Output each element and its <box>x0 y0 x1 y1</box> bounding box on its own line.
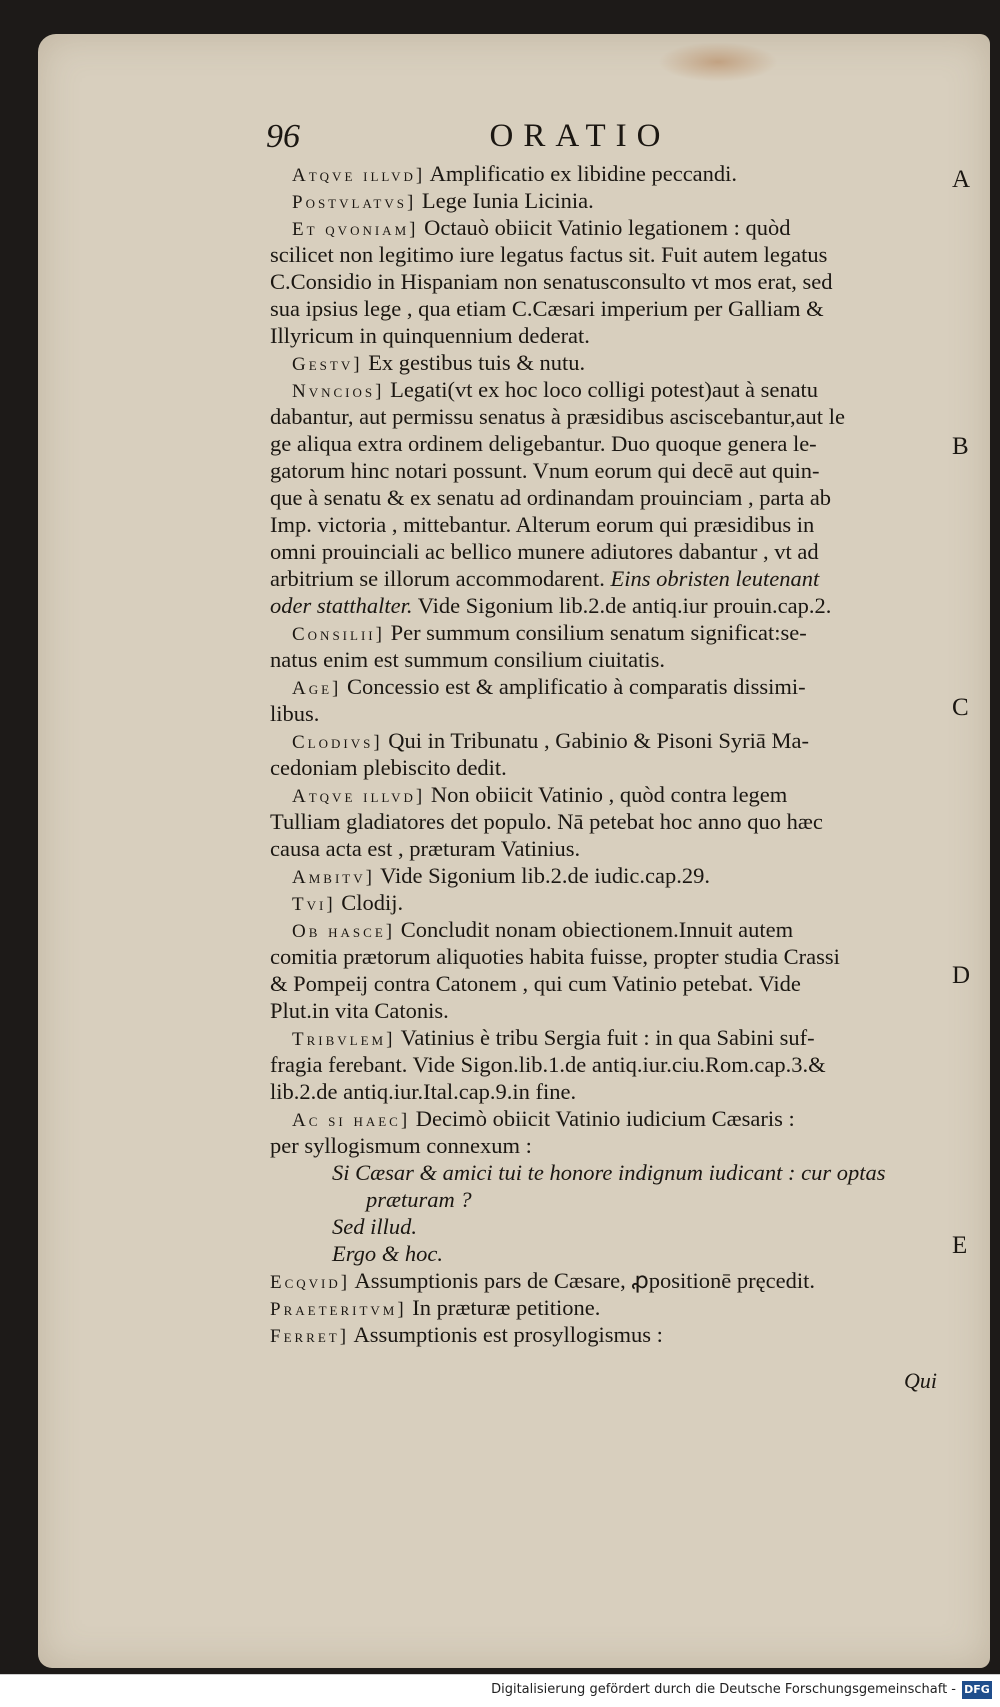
text-line <box>270 700 945 727</box>
text-line <box>270 592 945 619</box>
line-text: per syllogismum connexum : <box>270 1133 532 1158</box>
text-line <box>270 511 945 538</box>
line-text: libus. <box>270 701 320 726</box>
line-text: Octauò obiicit Vatinio legationem : quòd <box>418 215 791 240</box>
text-line <box>270 160 945 187</box>
line-text: Concludit nonam obiectionem.Innuit autem <box>395 917 794 942</box>
line-text: que à senatu & ex senatu ad ordinandam prouinciam , parta ab <box>270 485 832 510</box>
line-text: In præturæ petitione. <box>406 1295 601 1320</box>
line-text: Legati(vt ex hoc loco colligi potest)aut à senatu <box>384 377 819 402</box>
text-line <box>270 1159 945 1186</box>
italic-text: præturam ? <box>366 1187 472 1212</box>
text-line <box>270 619 945 646</box>
lemma: Tvi] <box>292 894 336 915</box>
text-line <box>270 349 945 376</box>
text-line <box>270 565 945 592</box>
footer-credit: Digitalisierung gefördert durch die Deutsche Forschungsgemeinschaft - <box>491 1682 956 1697</box>
line-text: omni prouinciali ac bellico munere adiutores dabantur , vt ad <box>270 539 819 564</box>
line-text: Plut.in vita Catonis. <box>270 998 449 1023</box>
line-text: Assumptionis est prosyllogismus : <box>349 1322 663 1347</box>
text-line <box>270 1213 945 1240</box>
lemma: Age] <box>292 678 342 699</box>
line-text: Ex gestibus tuis & nutu. <box>362 350 586 375</box>
text-line <box>270 673 945 700</box>
line-text: Illyricum in quinquennium dederat. <box>270 323 590 348</box>
italic-text: Sed illud. <box>332 1214 417 1239</box>
text-line <box>270 862 945 889</box>
lemma: Consilii] <box>292 624 385 645</box>
text-line <box>270 1078 945 1105</box>
lemma: Atqve illvd] <box>292 786 426 807</box>
line-text: gatorum hinc notari possunt. Vnum eorum qui decē aut quin- <box>270 458 820 483</box>
text-line <box>270 403 945 430</box>
text-line <box>270 970 945 997</box>
text-line <box>270 241 945 268</box>
italic-text: Si Cæsar & amici tui te honore indignum iudicant : cur optas <box>332 1160 886 1185</box>
text-line <box>270 1186 945 1213</box>
line-text: cedoniam plebiscito dedit. <box>270 755 507 780</box>
text-line <box>270 1240 945 1267</box>
line-text: dabantur, aut permissu senatus à præsidibus asciscebantur,aut le <box>270 404 845 429</box>
margin-letter-d: D <box>952 962 971 989</box>
dfg-logo-icon: DFG <box>962 1681 992 1699</box>
text-line <box>270 538 945 565</box>
line-text: Concessio est & amplificatio à comparatis dissimi- <box>341 674 806 699</box>
line-text: scilicet non legitimo iure legatus factus sit. Fuit autem legatus <box>270 242 828 267</box>
text-line <box>270 889 945 916</box>
line-text: Vatinius è tribu Sergia fuit : in qua Sabini suf- <box>395 1025 815 1050</box>
lemma: Ac si haec] <box>292 1110 411 1131</box>
line-text: Lege Iunia Licinia. <box>416 188 594 213</box>
line-text: fragia ferebant. Vide Sigon.lib.1.de antiq.iur.ciu.Rom.cap.3.& <box>270 1052 826 1077</box>
line-text: natus enim est summum consilium ciuitatis. <box>270 647 665 672</box>
line-text: Clodij. <box>335 890 404 915</box>
text-line <box>270 997 945 1024</box>
text-line <box>270 808 945 835</box>
text-line <box>270 268 945 295</box>
text-line <box>270 322 945 349</box>
line-text: Qui in Tribunatu , Gabinio & Pisoni Syriā Ma- <box>382 728 809 753</box>
line-text: Decimò obiicit Vatinio iudicium Cæsaris : <box>410 1106 795 1131</box>
lemma: Et qvoniam] <box>292 219 419 240</box>
lemma: Gestv] <box>292 354 363 375</box>
text-line <box>270 430 945 457</box>
text-line <box>270 1267 945 1294</box>
page-number: 96 <box>266 118 300 155</box>
text-line <box>270 457 945 484</box>
footer-bar <box>0 1674 1000 1707</box>
line-text: Vide Sigonium lib.2.de iudic.cap.29. <box>374 863 711 888</box>
lemma: Tribvlem] <box>292 1029 396 1050</box>
lemma: Ecqvid] <box>270 1272 351 1293</box>
lemma: Nvncios] <box>292 381 385 402</box>
line-text: & Pompeij contra Catonem , qui cum Vatinio petebat. Vide <box>270 971 801 996</box>
text-line <box>270 1051 945 1078</box>
lemma: Praeteritvm] <box>270 1299 407 1320</box>
catchword: Qui <box>904 1368 937 1393</box>
text-line <box>270 376 945 403</box>
text-line <box>270 727 945 754</box>
line-text: Per summum consilium senatum significat:se- <box>384 620 807 645</box>
line-text: Imp. victoria , mittebantur. Alterum eorum qui præsidibus in <box>270 512 815 537</box>
margin-letter-b: B <box>952 433 969 460</box>
line-text: C.Considio in Hispaniam non senatusconsulto vt mos erat, sed <box>270 269 833 294</box>
text-line <box>270 943 945 970</box>
commentary-text <box>270 160 945 1348</box>
text-line <box>270 754 945 781</box>
line-text: lib.2.de antiq.iur.Ital.cap.9.in fine. <box>270 1079 577 1104</box>
margin-letter-c: C <box>952 694 969 721</box>
line-text: Non obiicit Vatinio , quòd contra legem <box>425 782 788 807</box>
text-line <box>270 484 945 511</box>
text-line <box>270 1294 945 1321</box>
line-text: Vide Sigonium lib.2.de antiq.iur prouin.cap.2. <box>412 593 832 618</box>
line-text: Amplificatio ex libidine peccandi. <box>425 161 738 186</box>
lemma: Postvlatvs] <box>292 192 417 213</box>
lemma: Clodivs] <box>292 732 383 753</box>
lemma: Ferret] <box>270 1326 350 1347</box>
text-line <box>270 1132 945 1159</box>
text-line <box>270 1105 945 1132</box>
italic-text: Eins obristen leutenant <box>610 566 820 591</box>
lemma: Atqve illvd] <box>292 165 426 186</box>
line-text: Tulliam gladiatores det populo. Nā petebat hoc anno quo hæc <box>270 809 823 834</box>
line-text: arbitrium se illorum accommodarent. <box>270 566 611 591</box>
running-head: ORATIO <box>489 118 671 154</box>
page-stain <box>658 42 778 82</box>
italic-text: oder statthalter. <box>270 593 413 618</box>
line-text: ge aliqua extra ordinem deligebantur. Duo quoque genera le- <box>270 431 817 456</box>
margin-letter-e: E <box>952 1232 968 1259</box>
line-text: Assumptionis pars de Cæsare, ꝓpositionē pręcedit. <box>350 1268 815 1293</box>
text-line <box>270 835 945 862</box>
text-line <box>270 187 945 214</box>
text-line <box>270 1024 945 1051</box>
lemma: Ambitv] <box>292 867 375 888</box>
text-line <box>270 214 945 241</box>
margin-letter-a: A <box>952 166 971 193</box>
lemma: Ob hasce] <box>292 921 396 942</box>
line-text: sua ipsius lege , qua etiam C.Cæsari imperium per Galliam & <box>270 296 824 321</box>
text-line <box>270 295 945 322</box>
line-text: causa acta est , præturam Vatinius. <box>270 836 581 861</box>
line-text: comitia prætorum aliquoties habita fuisse, propter studia Crassi <box>270 944 840 969</box>
text-line <box>270 916 945 943</box>
italic-text: Ergo & hoc. <box>332 1241 444 1266</box>
text-line <box>270 781 945 808</box>
text-line <box>270 1321 945 1348</box>
text-line <box>270 646 945 673</box>
